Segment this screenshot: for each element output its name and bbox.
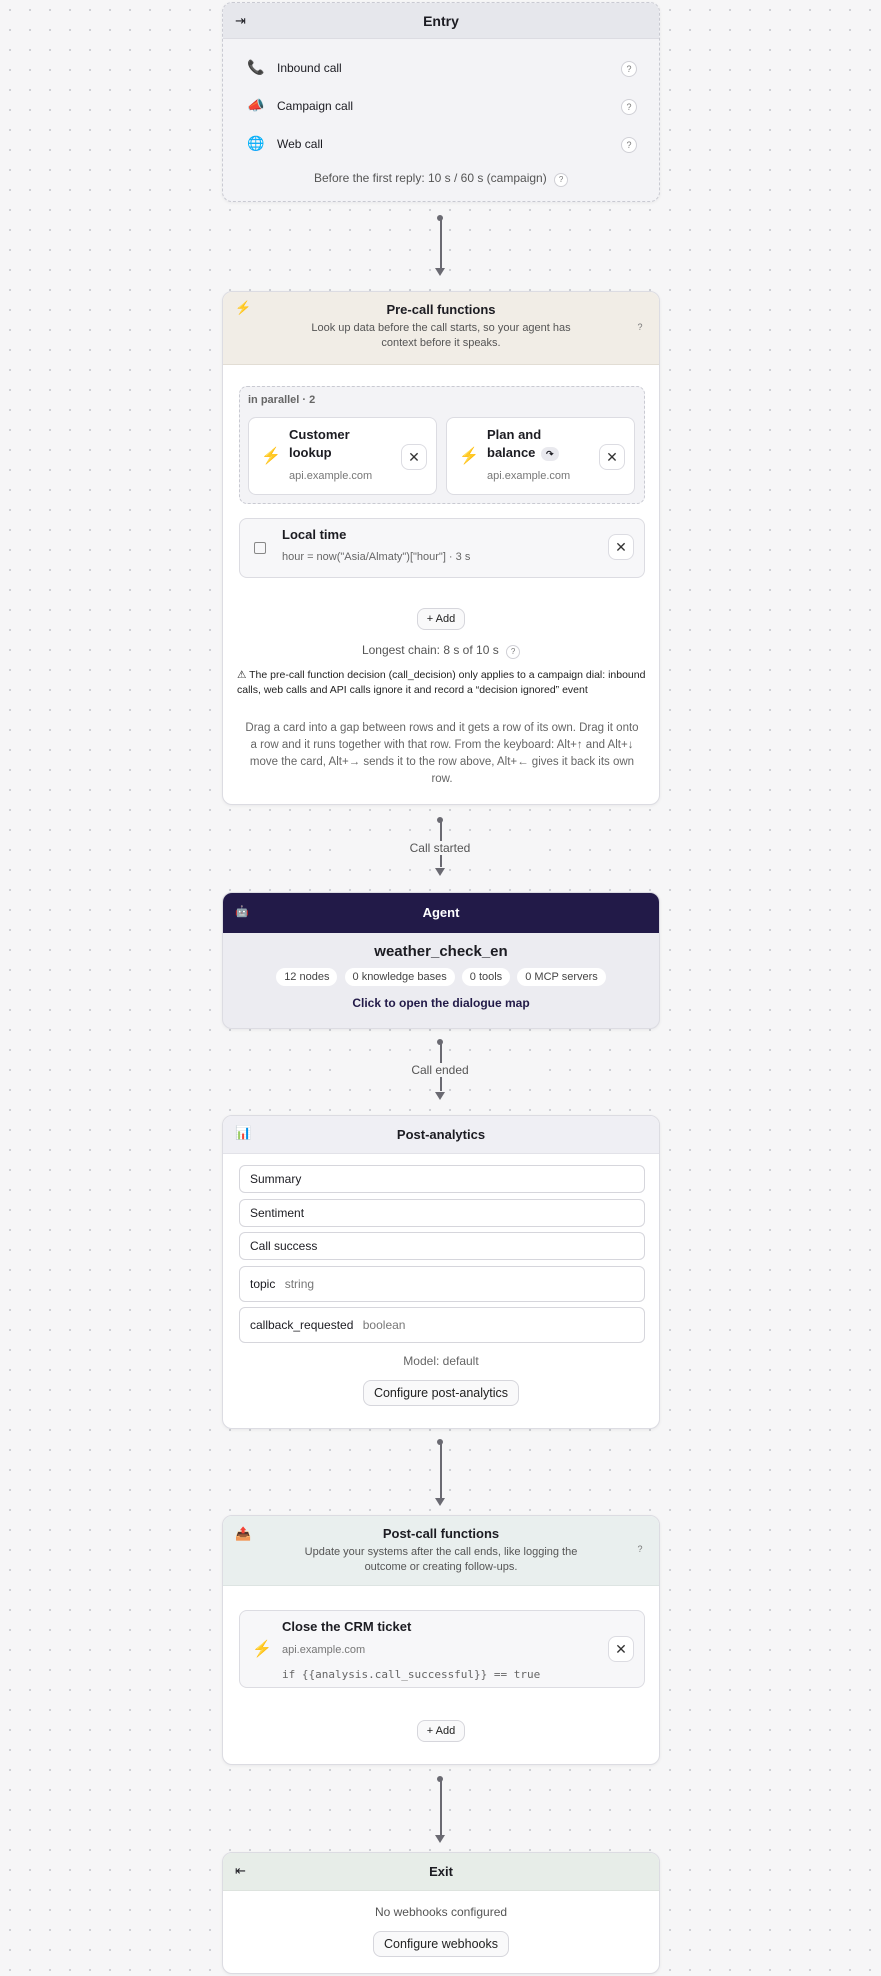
connector-arrow [435,1835,445,1843]
postanalytics-title: Post-analytics [396,1127,486,1142]
remove-button[interactable]: ✕ [401,444,427,470]
analytics-field-sentiment[interactable] [239,1199,645,1227]
precall-card [222,291,660,805]
field-type: string [284,1277,315,1291]
agent-stats [223,968,659,986]
field-label: Sentiment [250,1206,305,1220]
function-card-close-crm-ticket[interactable] [239,1610,645,1688]
function-condition: if {{analysis.call_successful}} == true [282,1668,541,1681]
entry-card [222,2,660,202]
help-icon[interactable]: ? [554,173,568,187]
field-name: callback_requested [250,1318,354,1332]
add-function-wrap [223,608,659,630]
stat-knowledge-bases: 0 knowledge bases [345,968,455,986]
analytics-field-callback-requested[interactable] [239,1307,645,1343]
function-title: Plan and balance [487,427,542,460]
add-function-button[interactable]: + Add [417,608,465,630]
outbox-icon: 📤 [235,1526,252,1541]
model-label: Model: default [403,1354,479,1368]
call-decision-warning: ⚠ The pre-call function decision (call_decision) only applies to a campaign dial: inbound calls, web calls and API calls ignore it and record a “decision ignored” event [237,669,646,696]
connector-arrow [435,1092,445,1100]
postanalytics-card [222,1115,660,1429]
function-host: api.example.com [289,470,373,482]
connector-line [440,219,442,269]
call-ended-label: Call ended [340,1063,540,1077]
configure-webhooks-wrap [223,1931,659,1957]
function-title-wrap [487,426,587,462]
exit-icon: ⇤ [235,1863,246,1878]
entry-title: Entry [423,13,459,29]
configure-postanalytics-button[interactable]: Configure post-analytics [363,1380,519,1406]
connector-arrow [435,268,445,276]
help-icon[interactable]: ? [506,645,520,659]
help-icon[interactable]: ? [621,99,637,115]
code-icon [254,542,266,554]
help-icon[interactable]: ? [637,322,643,332]
stat-nodes: 12 nodes [276,968,337,986]
entry-item-label: Web call [277,137,323,151]
function-host: api.example.com [487,470,571,482]
help-icon[interactable]: ? [621,61,637,77]
function-card-local-time[interactable] [239,518,645,578]
lightning-icon: ⚡ [261,448,281,465]
postcall-header [223,1516,659,1586]
robot-icon: 🤖 [235,906,249,918]
connector-line [440,1443,442,1499]
lightning-icon: ⚡ [252,1641,272,1658]
entry-item-campaign[interactable] [247,97,637,117]
help-icon[interactable]: ? [621,137,637,153]
stat-tools: 0 tools [462,968,510,986]
precall-header [223,292,659,365]
add-postcall-button[interactable]: + Add [417,1720,465,1742]
remove-button[interactable]: ✕ [599,444,625,470]
first-reply-timeout [223,171,659,187]
analytics-field-topic[interactable] [239,1266,645,1302]
postcall-card [222,1515,660,1765]
entry-item-label: Inbound call [277,61,342,75]
parallel-group [239,386,645,504]
postcall-title: Post-call functions [382,1526,500,1541]
exit-header [223,1853,659,1891]
agent-title: Agent [422,905,460,920]
enter-icon: ⇥ [235,13,246,28]
parallel-label: in parallel · 2 [248,394,316,406]
agent-card[interactable] [222,892,660,1029]
function-title: Close the CRM ticket [282,1619,412,1634]
lightning-icon: ⚡ [235,300,252,315]
no-webhooks-text: No webhooks configured [374,1905,508,1919]
connector-arrow [435,1498,445,1506]
precall-subtitle: Look up data before the call starts, so your agent has context before it speaks. [311,322,571,349]
megaphone-icon: 📣 [247,97,265,113]
connector-line [440,1780,442,1836]
remove-button[interactable]: ✕ [608,1636,634,1662]
call-started-label: Call started [340,841,540,855]
function-title: Customer lookup [289,427,350,460]
retry-badge: ↷ [541,447,559,461]
function-title: Local time [282,527,347,542]
entry-header [223,3,659,39]
agent-header [223,893,659,933]
lightning-icon: ⚡ [459,448,479,465]
entry-item-web[interactable] [247,135,637,155]
field-type: boolean [362,1318,406,1332]
function-card-plan-balance[interactable] [446,417,635,495]
precall-title: Pre-call functions [386,302,496,317]
field-label: Summary [250,1172,302,1186]
globe-icon: 🌐 [247,135,265,151]
field-name: topic [250,1277,276,1291]
help-icon[interactable]: ? [637,1544,643,1554]
exit-card [222,1852,660,1974]
function-card-customer-lookup[interactable] [248,417,437,495]
analytics-field-call-success[interactable] [239,1232,645,1260]
drag-help-text: Drag a card into a gap between rows and it gets a row of its own. Drag it onto a row and it runs together with that row. From the keyboard: Alt+↑ and Alt+↓ move the card, Alt+→ sends it to the row above, Alt+← gives it back its own row. [245,722,639,785]
bar-chart-icon: 📊 [235,1125,252,1140]
longest-chain [223,643,659,659]
configure-postanalytics-wrap [223,1380,659,1406]
field-label: Call success [250,1239,318,1253]
entry-item-inbound[interactable] [247,59,637,79]
first-reply-text: Before the first reply: 10 s / 60 s (campaign) [313,171,547,185]
stat-mcp-servers: 0 MCP servers [517,968,606,986]
function-host: api.example.com [282,1644,366,1656]
postcall-subtitle: Update your systems after the call ends, like logging the outcome or creating follow-ups. [304,1546,578,1573]
remove-button[interactable]: ✕ [608,534,634,560]
entry-item-label: Campaign call [277,99,354,113]
exit-title: Exit [429,1864,453,1879]
longest-chain-text: Longest chain: 8 s of 10 s [361,643,499,657]
configure-webhooks-button[interactable]: Configure webhooks [373,1931,509,1957]
add-postcall-wrap [223,1720,659,1742]
agent-name: weather_check_en [374,943,508,960]
function-code: hour = now("Asia/Almaty")["hour"] · 3 s [282,551,471,563]
phone-icon: 📞 [247,59,265,75]
postanalytics-header [223,1116,659,1154]
analytics-field-summary[interactable] [239,1165,645,1193]
connector-arrow [435,868,445,876]
open-dialogue-map-link[interactable]: Click to open the dialogue map [352,996,530,1010]
